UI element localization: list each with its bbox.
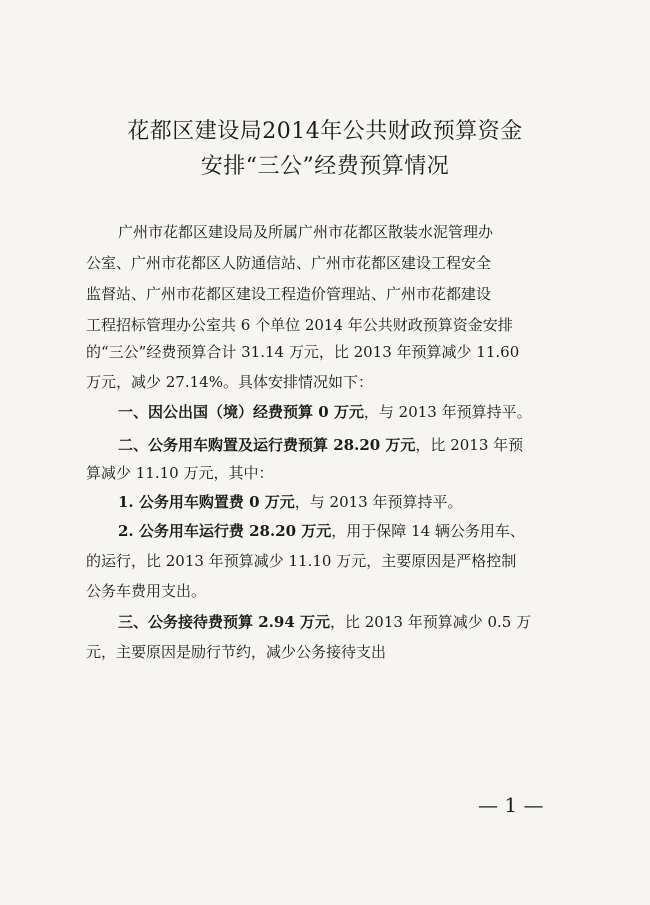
page-number: — 1 —: [478, 793, 544, 817]
item-2-2-line-3: 公务车费用支出。: [86, 582, 207, 600]
intro-line: 万元，减少 27.14%。具体安排情况如下：: [86, 373, 373, 391]
intro-line: 的“三公”经费预算合计 31.14 万元，比 2013 年预算减少 11.60: [86, 343, 520, 361]
document-title-line-1: 花都区建设局2014年公共财政预算资金: [127, 119, 523, 144]
item-2-1-heading: 1. 公务用车购置费 0 万元: [118, 493, 295, 511]
item-2-text: ，比 2013 年预: [415, 436, 524, 454]
item-1-text: ，与 2013 年预算持平。: [363, 403, 532, 421]
item-2-heading: 二、公务用车购置及运行费预算 28.20 万元: [118, 436, 416, 454]
document-title-line-2: 安排“三公”经费预算情况: [200, 154, 450, 179]
item-2-2-line-2: 的运行，比 2013 年预算减少 11.10 万元，主要原因是严格控制: [86, 552, 517, 570]
item-2-2-text: ，用于保障 14 辆公务用车、: [331, 522, 525, 540]
item-2-1-text: ，与 2013 年预算持平。: [294, 493, 463, 511]
item-2-2-heading: 2. 公务用车运行费 28.20 万元: [118, 522, 332, 540]
item-3-text: ，比 2013 年预算减少 0.5 万: [329, 613, 532, 631]
item-2-2-line: [118, 521, 525, 541]
intro-line: 广州市花都区建设局及所属广州市花都区散装水泥管理办: [118, 223, 494, 241]
item-3-heading: 三、公务接待费预算 2.94 万元: [118, 613, 330, 631]
item-2-line: [118, 435, 523, 455]
item-2-line-2: 算减少 11.10 万元，其中：: [86, 464, 274, 482]
intro-line: 监督站、广州市花都区建设工程造价管理站、广州市花都建设: [86, 285, 492, 303]
intro-line: 工程招标管理办公室共 6 个单位 2014 年公共财政预算资金安排: [86, 316, 513, 334]
item-1-line: [118, 402, 532, 422]
item-3-line-2: 元，主要原因是励行节约，减少公务接待支出: [86, 643, 387, 661]
item-1-heading: 一、因公出国（境）经费预算 0 万元: [118, 403, 364, 421]
item-3-line: [118, 612, 531, 632]
intro-line: 公室、广州市花都区人防通信站、广州市花都区建设工程安全: [86, 254, 492, 272]
item-2-1-line: [118, 492, 462, 512]
